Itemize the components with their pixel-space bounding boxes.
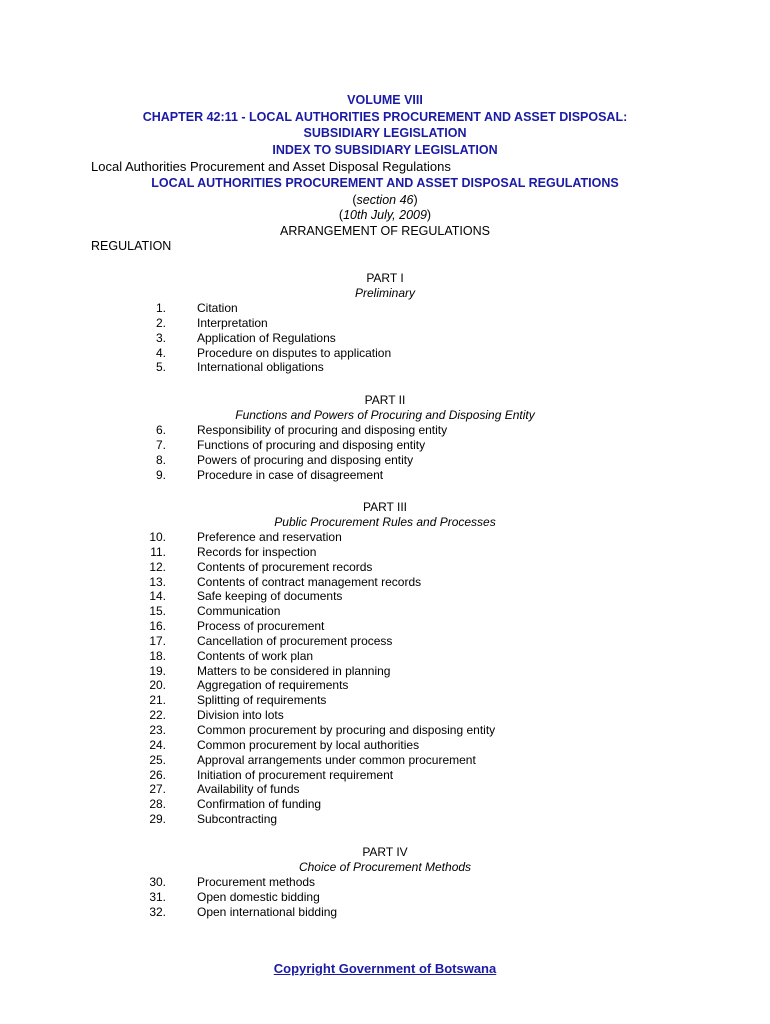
date-open: (: [338, 208, 344, 222]
copyright-link[interactable]: Copyright Government of Botswana: [273, 961, 497, 976]
regulation-number: 5.: [155, 360, 166, 375]
regulation-number: 1.: [155, 301, 166, 315]
regulation-list: [0, 875, 770, 920]
list-item: [0, 875, 770, 890]
list-item: [0, 468, 770, 483]
regulation-title: Process of procurement: [197, 619, 325, 634]
part-subtitle: Choice of Procurement Methods: [298, 860, 472, 874]
regulation-title: Procedure on disputes to application: [197, 345, 392, 360]
regulation-number: 30.: [149, 875, 166, 889]
regulation-title: Functions of procuring and disposing entity: [197, 437, 426, 452]
section-open: (: [352, 193, 357, 207]
list-item: [0, 438, 770, 453]
regulation-number: 11.: [150, 544, 166, 559]
list-item: [0, 738, 770, 753]
list-item: [0, 575, 770, 590]
list-item: [0, 619, 770, 634]
regulation-number: 22.: [149, 708, 166, 723]
list-item: [0, 316, 770, 331]
list-item: [0, 346, 770, 361]
regulation-title: Common procurement by procuring and disposing entity: [197, 722, 496, 737]
list-item: [0, 890, 770, 905]
regulation-title: Communication: [197, 604, 281, 619]
regulation-list: [0, 423, 770, 482]
regulation-title: Contents of contract management records: [197, 574, 422, 589]
regulation-number: 25.: [149, 752, 166, 767]
date-text: 10th July, 2009: [343, 208, 427, 222]
regulation-label: REGULATION: [91, 239, 172, 253]
list-item: [0, 812, 770, 827]
section-reference: [0, 193, 770, 207]
regulation-number: 14.: [149, 589, 166, 604]
regulation-number: 9.: [155, 467, 166, 482]
part-title: PART III: [362, 500, 407, 514]
part-title: PART I: [366, 271, 404, 285]
list-item: [0, 453, 770, 468]
list-item: [0, 604, 770, 619]
regulation-number: 26.: [149, 767, 166, 782]
regulation-title: Open domestic bidding: [197, 889, 320, 904]
regulation-list: [0, 530, 770, 827]
regulation-title: Splitting of requirements: [197, 693, 327, 708]
list-item: [0, 634, 770, 649]
list-item: [0, 723, 770, 738]
regulation-number: 16.: [149, 619, 166, 634]
regulation-number: 3.: [155, 330, 166, 345]
regulation-title: Initiation of procurement requirement: [197, 767, 394, 782]
regulation-number: 20.: [149, 678, 166, 693]
list-item: [0, 331, 770, 346]
regulation-title: Matters to be considered in planning: [197, 663, 391, 678]
regulation-number: 31.: [149, 889, 166, 904]
list-item: [0, 782, 770, 797]
regulation-number: 12.: [149, 559, 166, 574]
regulation-title: Aggregation of requirements: [197, 678, 349, 693]
commencement-date: [0, 208, 770, 222]
regulation-title: Contents of procurement records: [197, 559, 373, 574]
list-item: [0, 768, 770, 783]
regulation-title: Open international bidding: [197, 904, 338, 919]
regulation-title: Availability of funds: [197, 782, 300, 797]
regulation-title: Approval arrangements under common procurement: [197, 752, 476, 767]
volume-heading: VOLUME VIII: [347, 93, 423, 107]
regulation-title: Common procurement by local authorities: [197, 737, 420, 752]
regulation-number: 29.: [149, 812, 166, 827]
regulation-title: Procedure in case of disagreement: [197, 467, 384, 482]
regulation-title: Subcontracting: [197, 812, 278, 827]
list-item: [0, 545, 770, 560]
regulation-number: 32.: [149, 904, 166, 919]
regulation-title: Confirmation of funding: [197, 797, 322, 812]
regulation-title: Division into lots: [197, 708, 284, 723]
regulation-number: 19.: [149, 663, 166, 678]
part-subtitle: Preliminary: [354, 286, 415, 300]
index-heading: INDEX TO SUBSIDIARY LEGISLATION: [272, 143, 498, 157]
regulation-title: Responsibility of procuring and disposing entity: [197, 423, 448, 437]
regulation-number: 15.: [149, 604, 166, 619]
regulations-title: LOCAL AUTHORITIES PROCUREMENT AND ASSET DISPOSAL REGULATIONS: [151, 176, 619, 190]
regulation-title: Records for inspection: [197, 544, 317, 559]
part-subtitle: Functions and Powers of Procuring and Disposing Entity: [235, 408, 535, 422]
regulation-number: 24.: [149, 737, 166, 752]
regulation-number: 10.: [149, 530, 166, 544]
list-item: [0, 589, 770, 604]
list-item: [0, 423, 770, 438]
list-item: [0, 693, 770, 708]
regulation-title: Application of Regulations: [197, 330, 336, 345]
list-item: [0, 649, 770, 664]
regulation-title: Preference and reservation: [197, 530, 342, 544]
list-item: [0, 301, 770, 316]
list-item: [0, 530, 770, 545]
list-item: [0, 708, 770, 723]
list-item: [0, 678, 770, 693]
regulation-number: 2.: [155, 315, 166, 330]
regulations-name: Local Authorities Procurement and Asset Disposal Regulations: [91, 159, 451, 174]
regulation-title: Citation: [197, 301, 238, 315]
regulation-title: Interpretation: [197, 315, 268, 330]
list-item: [0, 360, 770, 375]
regulation-title: International obligations: [197, 360, 324, 375]
regulation-number: 18.: [149, 648, 166, 663]
list-item: [0, 905, 770, 920]
list-item: [0, 560, 770, 575]
part-title: PART II: [364, 393, 406, 407]
regulation-number: 23.: [149, 722, 166, 737]
arrangement-heading: ARRANGEMENT OF REGULATIONS: [280, 224, 490, 238]
subsidiary-heading: SUBSIDIARY LEGISLATION: [303, 126, 467, 140]
part-title: PART IV: [362, 845, 408, 859]
part-section: [0, 393, 770, 482]
section-text: section 46: [356, 193, 414, 207]
regulation-title: Powers of procuring and disposing entity: [197, 452, 414, 467]
section-close: ): [413, 193, 418, 207]
list-item: [0, 797, 770, 812]
regulation-number: 27.: [149, 782, 166, 797]
footer: [0, 960, 770, 978]
part-subtitle: Public Procurement Rules and Processes: [274, 515, 496, 529]
regulation-title: Safe keeping of documents: [197, 589, 343, 604]
part-section: [0, 845, 770, 920]
regulation-number: 28.: [149, 797, 166, 812]
part-section: [0, 271, 770, 375]
regulation-title: Cancellation of procurement process: [197, 633, 393, 648]
part-section: [0, 500, 770, 827]
regulation-list: [0, 301, 770, 375]
chapter-heading: CHAPTER 42:11 - LOCAL AUTHORITIES PROCUREMENT AND ASSET DISPOSAL:: [142, 110, 628, 124]
regulation-number: 8.: [155, 452, 166, 467]
regulation-number: 21.: [149, 693, 166, 708]
list-item: [0, 753, 770, 768]
list-item: [0, 664, 770, 679]
regulation-number: 13.: [149, 574, 166, 589]
date-close: ): [426, 208, 432, 222]
regulation-number: 17.: [149, 633, 166, 648]
regulation-number: 6.: [155, 423, 166, 437]
regulation-number: 4.: [155, 345, 166, 360]
regulation-number: 7.: [155, 437, 166, 452]
regulation-title: Contents of work plan: [197, 648, 314, 663]
regulation-title: Procurement methods: [197, 875, 316, 889]
